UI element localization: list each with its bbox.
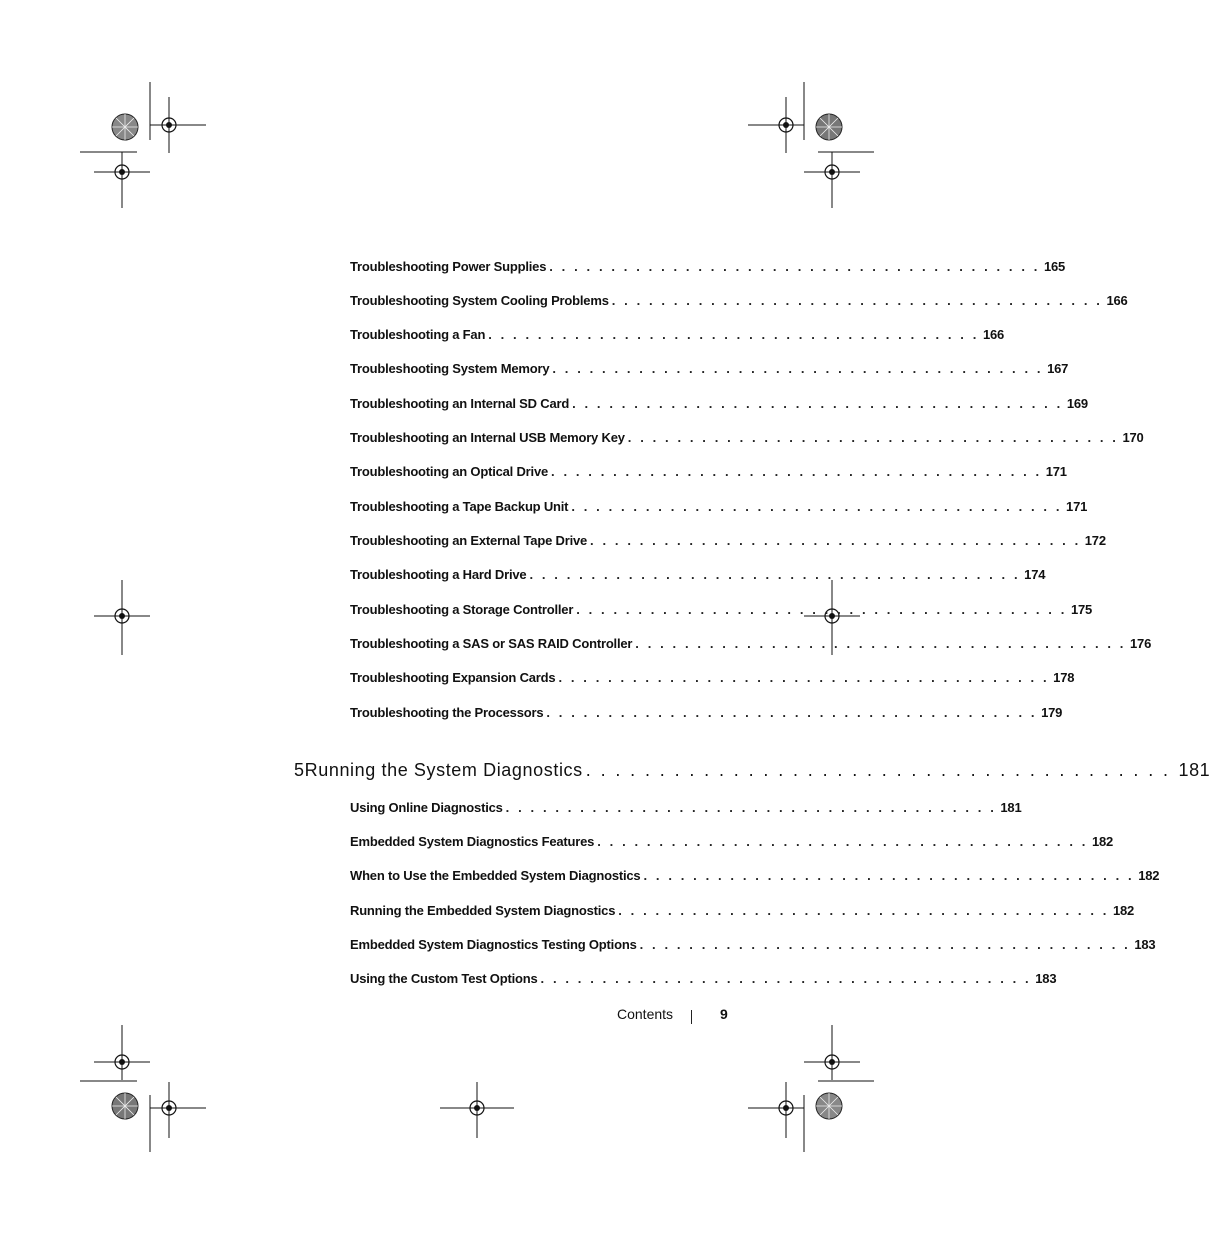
dot-leader: . . . . . . . . . . . . . . . . . . . . . . . . . . . . . . . . . . . . . . . . [611, 293, 1103, 308]
toc-entry-title: Troubleshooting Expansion Cards [350, 670, 556, 685]
toc-entry[interactable] [350, 464, 1067, 482]
toc-entry[interactable] [350, 705, 1063, 723]
toc-entry[interactable] [350, 293, 1128, 311]
dot-leader: . . . . . . . . . . . . . . . . . . . . . . . . . . . . . . . . . . . . . . . . [558, 670, 1050, 685]
dot-leader: . . . . . . . . . . . . . . . . . . . . . . . . . . . . . . . . . . . . . . . . [505, 800, 997, 815]
dot-leader: . . . . . . . . . . . . . . . . . . . . . . . . . . . . . . . . . . . . . . . . [572, 396, 1063, 411]
dot-leader: . . . . . . . . . . . . . . . . . . . . . . . . . . . . . . . . . . . . . . . . [540, 971, 1032, 986]
toc-entry-title: Troubleshooting a SAS or SAS RAID Controller [350, 636, 633, 651]
dot-leader: . . . . . . . . . . . . . . . . . . . . . . . . . . . . . . . . . . . . . . . . [635, 636, 1127, 651]
toc-entry-title: When to Use the Embedded System Diagnostics [350, 868, 641, 883]
chapter-page: 181 [1178, 760, 1210, 780]
toc-entry-page: 181 [1000, 800, 1022, 815]
toc-entry[interactable] [350, 636, 1152, 654]
toc-entry[interactable] [350, 396, 1088, 414]
dot-leader: . . . . . . . . . . . . . . . . . . . . . . . . . . . . . . . . . . . . . . . . [585, 760, 1171, 780]
toc-entry-page: 182 [1112, 903, 1135, 918]
dot-leader: . . . . . . . . . . . . . . . . . . . . . . . . . . . . . . . . . . . . . . . . [618, 903, 1109, 918]
toc-entry-page: 176 [1130, 636, 1152, 651]
footer-section-label: Contents [617, 1006, 674, 1022]
page-footer [560, 1006, 730, 1026]
footer-divider [691, 1010, 692, 1024]
toc-entry-page: 175 [1070, 602, 1093, 617]
dot-leader: . . . . . . . . . . . . . . . . . . . . . . . . . . . . . . . . . . . . . . . . [571, 499, 1063, 514]
toc-entry-title: Troubleshooting an Internal SD Card [350, 396, 570, 411]
dot-leader: . . . . . . . . . . . . . . . . . . . . . . . . . . . . . . . . . . . . . . . . [529, 567, 1021, 582]
toc-entry[interactable] [350, 567, 1046, 585]
toc-entry-title: Troubleshooting the Processors [350, 705, 544, 720]
toc-entry-page: 166 [1106, 293, 1128, 308]
dot-leader: . . . . . . . . . . . . . . . . . . . . . . . . . . . . . . . . . . . . . . . . [597, 834, 1088, 849]
toc-entry-title: Troubleshooting an Internal USB Memory Key [350, 430, 625, 445]
dot-leader: . . . . . . . . . . . . . . . . . . . . . . . . . . . . . . . . . . . . . . . . [576, 602, 1067, 617]
toc-entry-title: Troubleshooting System Memory [350, 361, 550, 376]
toc-entry-page: 179 [1041, 705, 1063, 720]
toc-entry-title: Using Online Diagnostics [350, 800, 503, 815]
toc-entry-page: 178 [1053, 670, 1075, 685]
toc-entry[interactable] [350, 971, 1057, 989]
dot-leader: . . . . . . . . . . . . . . . . . . . . . . . . . . . . . . . . . . . . . . . . [643, 868, 1135, 883]
toc-entry-title: Troubleshooting an External Tape Drive [350, 533, 588, 548]
toc-entry-page: 182 [1091, 834, 1114, 849]
dot-leader: . . . . . . . . . . . . . . . . . . . . . . . . . . . . . . . . . . . . . . . . [549, 259, 1040, 274]
toc-entry-title: Troubleshooting a Hard Drive [350, 567, 527, 582]
page-number: 9 [720, 1006, 728, 1022]
toc-chapter-heading[interactable] [294, 760, 1210, 784]
toc-entry-page: 170 [1122, 430, 1144, 445]
toc-entry-page: 171 [1066, 499, 1088, 514]
toc-entry-title: Troubleshooting a Fan [350, 327, 486, 342]
toc-entry-page: 171 [1045, 464, 1067, 479]
toc-entry-page: 182 [1138, 868, 1160, 883]
toc-entry[interactable] [350, 834, 1114, 852]
chapter-number: 5 [294, 760, 305, 780]
toc-entry-page: 169 [1066, 396, 1088, 411]
dot-leader: . . . . . . . . . . . . . . . . . . . . . . . . . . . . . . . . . . . . . . . . [551, 464, 1042, 479]
toc-entry-page: 183 [1134, 937, 1156, 952]
toc-entry[interactable] [350, 670, 1075, 688]
dot-leader: . . . . . . . . . . . . . . . . . . . . . . . . . . . . . . . . . . . . . . . . [488, 327, 979, 342]
toc-entry[interactable] [350, 533, 1106, 551]
toc-entry[interactable] [350, 259, 1066, 277]
toc-entry-page: 167 [1047, 361, 1069, 376]
toc-entry[interactable] [350, 361, 1069, 379]
toc-entry-page: 165 [1043, 259, 1066, 274]
dot-leader: . . . . . . . . . . . . . . . . . . . . . . . . . . . . . . . . . . . . . . . . [590, 533, 1081, 548]
toc-entry-title: Troubleshooting an Optical Drive [350, 464, 549, 479]
toc-entry[interactable] [350, 430, 1144, 448]
chapter-title: Running the System Diagnostics [304, 760, 583, 780]
toc-entry-page: 166 [982, 327, 1005, 342]
toc-entry-title: Embedded System Diagnostics Features [350, 834, 595, 849]
toc-entry-page: 183 [1035, 971, 1057, 986]
toc-entry-page: 174 [1024, 567, 1046, 582]
toc-entry[interactable] [350, 800, 1022, 818]
dot-leader: . . . . . . . . . . . . . . . . . . . . . . . . . . . . . . . . . . . . . . . . [552, 361, 1044, 376]
toc-entry-title: Troubleshooting System Cooling Problems [350, 293, 609, 308]
toc-entry[interactable] [350, 327, 1005, 345]
toc-entry[interactable] [350, 937, 1156, 955]
toc-entry-title: Running the Embedded System Diagnostics [350, 903, 616, 918]
toc-entry[interactable] [350, 602, 1093, 620]
toc-entry-page: 172 [1084, 533, 1106, 548]
dot-leader: . . . . . . . . . . . . . . . . . . . . . . . . . . . . . . . . . . . . . . . . [627, 430, 1119, 445]
toc-entry[interactable] [350, 868, 1160, 886]
toc-entry-title: Troubleshooting a Tape Backup Unit [350, 499, 569, 514]
toc-entry-title: Embedded System Diagnostics Testing Options [350, 937, 637, 952]
toc-entry-title: Using the Custom Test Options [350, 971, 538, 986]
dot-leader: . . . . . . . . . . . . . . . . . . . . . . . . . . . . . . . . . . . . . . . . [639, 937, 1131, 952]
toc-entry-title: Troubleshooting a Storage Controller [350, 602, 574, 617]
toc-entry[interactable] [350, 903, 1135, 921]
toc-entry[interactable] [350, 499, 1088, 517]
toc-entry-title: Troubleshooting Power Supplies [350, 259, 547, 274]
dot-leader: . . . . . . . . . . . . . . . . . . . . . . . . . . . . . . . . . . . . . . . . [546, 705, 1038, 720]
